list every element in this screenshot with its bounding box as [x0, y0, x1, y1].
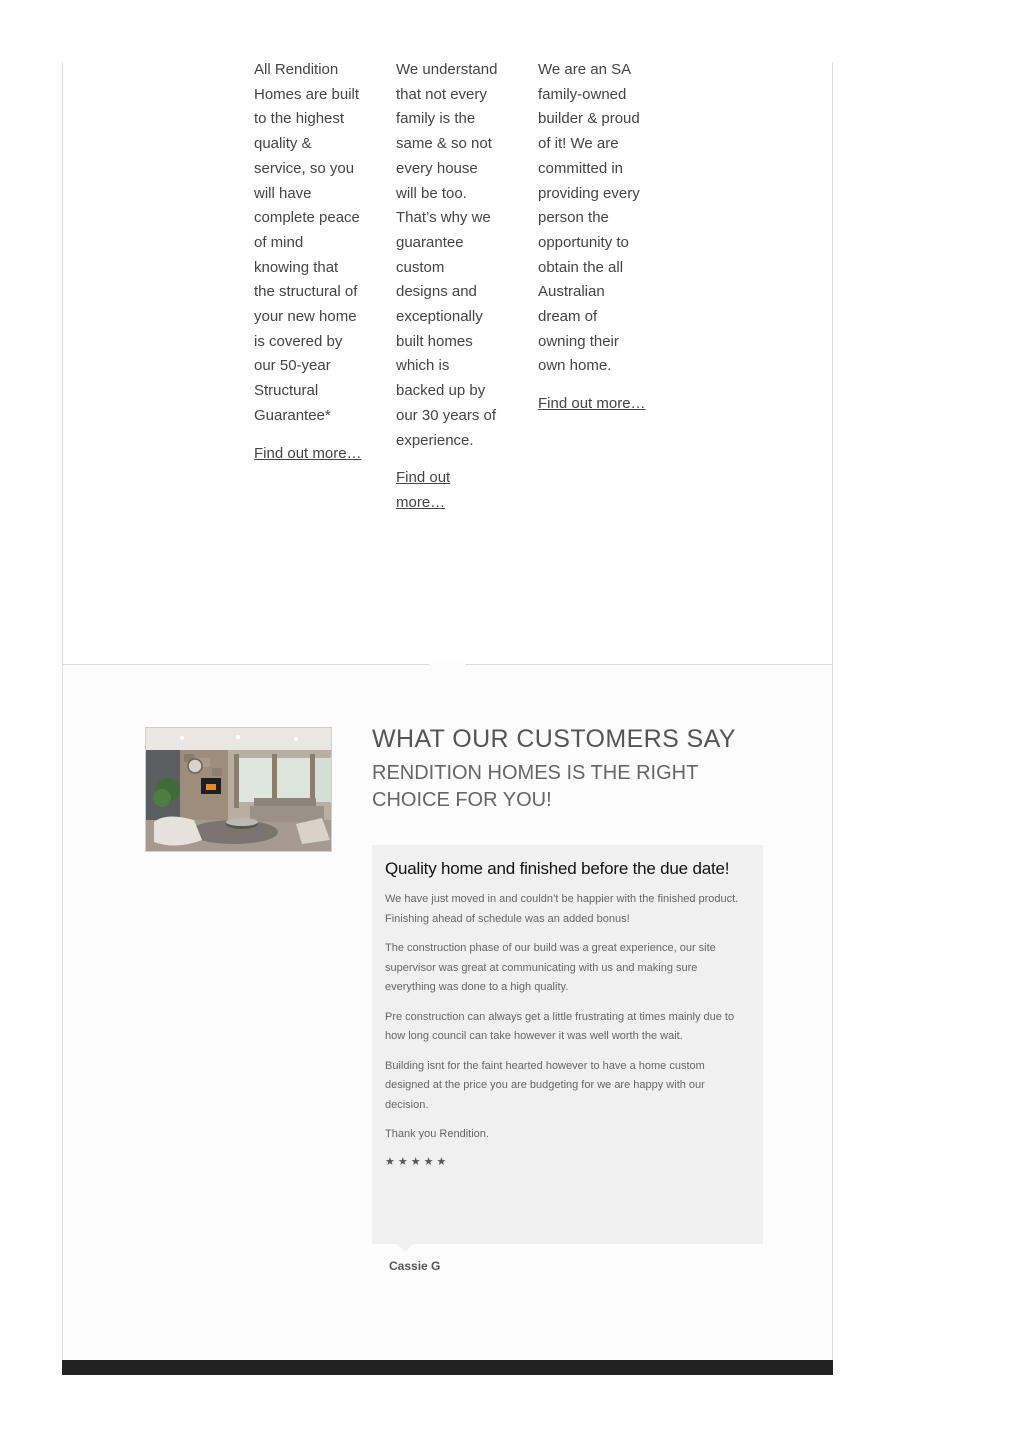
- review-paragraph: We have just moved in and couldn’t be happier with the finished product. Finishing ahead of schedule was an added bonus!: [385, 893, 739, 925]
- review-paragraph: The construction phase of our build was a great experience, our site supervisor was great at communicating with us and making sure everything was done to a high quality.: [385, 942, 716, 993]
- living-room-photo: [145, 727, 332, 852]
- testimonials-heading: WHAT OUR CUSTOMERS SAY: [372, 725, 736, 753]
- testimonials-section: [62, 664, 833, 1360]
- find-out-more-link[interactable]: Find out more…: [254, 444, 362, 462]
- review-body: [385, 890, 750, 1145]
- feature-family-owned: [538, 58, 646, 417]
- testimonials-subheading: RENDITION HOMES IS THE RIGHT CHOICE FOR YOU!: [372, 762, 698, 811]
- section-notch: [429, 663, 465, 667]
- find-out-more-link[interactable]: Find out more…: [396, 469, 451, 511]
- footer-bar: [62, 1360, 833, 1375]
- feature-structural-guarantee: [254, 58, 362, 466]
- review-card: [372, 845, 763, 1244]
- review-paragraph: Thank you Rendition.: [385, 1128, 489, 1140]
- feature-text: All Rendition Homes are built to the highest quality & service, so you will have complete peace of mind knowing that the structural of your new home is covered by our 50-year Structural Guarantee*: [254, 61, 360, 424]
- feature-text: We are an SA family-owned builder & proud of it! We are committed in providing every person the opportunity to obtain the all Australian dream of owning their own home.: [538, 61, 640, 375]
- review-paragraph: Building isnt for the faint hearted however to have a home custom designed at the price you are budgeting for we are happy with our decision.: [385, 1059, 705, 1111]
- review-paragraph: Pre construction can always get a little frustrating at times mainly due to how long council can take however it was well worth the wait.: [385, 1010, 735, 1042]
- star-rating: ★★★★★: [385, 1155, 450, 1168]
- find-out-more-link[interactable]: Find out more…: [538, 395, 646, 413]
- features-section: [254, 58, 833, 664]
- reviewer-name: Cassie G: [389, 1259, 441, 1273]
- feature-text: We understand that not every family is the same & so not every house will be too. That’s why we guarantee custom designs and exceptionally built homes which is backed up by our 30 years of experience.: [396, 61, 498, 449]
- feature-custom-designs: [396, 58, 500, 516]
- review-title: Quality home and finished before the due date!: [385, 859, 730, 878]
